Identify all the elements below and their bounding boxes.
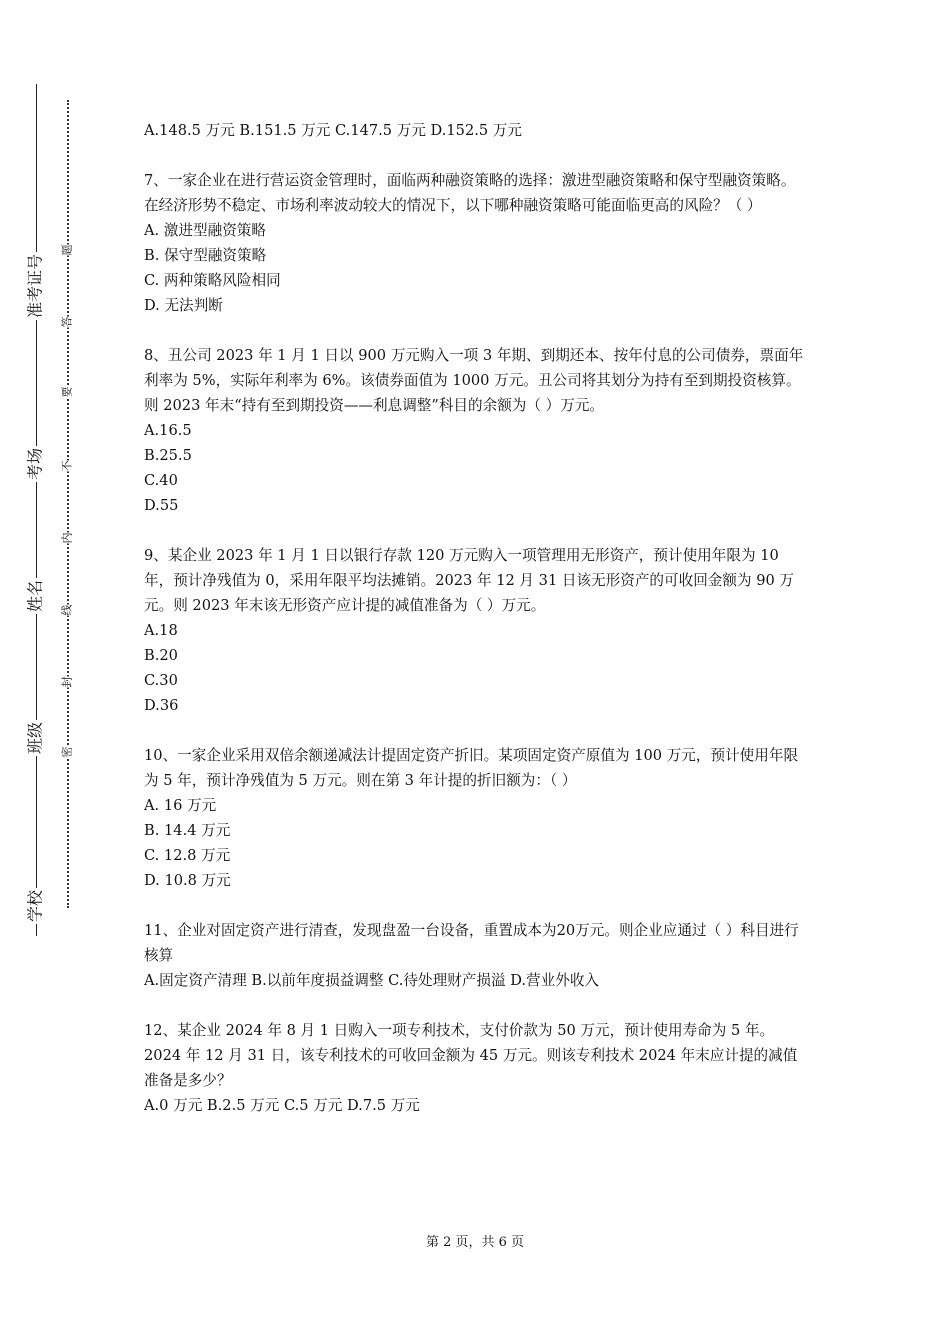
option-c: C.30 [144, 672, 178, 689]
option-c: C. 两种策略风险相同 [144, 272, 281, 289]
seal-char: 封 [60, 676, 74, 688]
seal-char: 要 [60, 386, 74, 398]
option-b: B. 14.4 万元 [144, 822, 231, 839]
question-6-options [144, 118, 809, 143]
option-d: D. 10.8 万元 [144, 872, 231, 889]
question-8 [144, 343, 809, 518]
question-10 [144, 743, 809, 893]
question-12 [144, 1018, 809, 1118]
option-d: D.55 [144, 497, 179, 514]
options-line: A.固定资产清理 B.以前年度损益调整 C.待处理财产损溢 D.营业外收入 [144, 972, 600, 989]
label-name: 姓名 [23, 578, 46, 614]
label-class: 班级 [23, 720, 46, 756]
label-exam-room: 考场 [23, 446, 46, 482]
margin-dotted-line [67, 100, 69, 908]
seal-char: 内 [60, 532, 74, 544]
seal-char: 不 [60, 460, 74, 472]
question-text: 10、一家企业采用双倍余额递减法计提固定资产折旧。某项固定资产原值为 100 万元，预计使用年限为 5 年，预计净残值为 5 万元。则在第 3 年计提的折旧额为：（ ） [144, 747, 799, 789]
option-d: D. 无法判断 [144, 297, 223, 314]
question-7 [144, 168, 809, 318]
question-text: 12、某企业 2024 年 8 月 1 日购入一项专利技术，支付价款为 50 万元，预计使用寿命为 5 年。2024 年 12 月 31 日，该专利技术的可收回金额为 45 万元。则该专利技术 2024 年末应计提的减值准备是多少？ [144, 1022, 798, 1089]
option-a: A.18 [144, 622, 178, 639]
option-c: C. 12.8 万元 [144, 847, 231, 864]
question-9 [144, 543, 809, 718]
exam-content [144, 118, 809, 1143]
option-b: B.25.5 [144, 447, 192, 464]
question-text: 7、一家企业在进行营运资金管理时，面临两种融资策略的选择：激进型融资策略和保守型融资策略。在经济形势不稳定、市场利率波动较大的情况下，以下哪种融资策略可能面临更高的风险？（ ） [144, 172, 796, 214]
margin-solid-line [36, 84, 37, 936]
page-number: 第 2 页，共 6 页 [425, 1235, 525, 1250]
question-text: 11、企业对固定资产进行清查，发现盘盈一台设备，重置成本为20万元。则企业应通过（ ）科目进行核算 [144, 922, 799, 964]
question-text: 8、丑公司 2023 年 1 月 1 日以 900 万元购入一项 3 年期、到期还本、按年付息的公司债券，票面年利率为 5%，实际年利率为 6%。该债券面值为 1000 万元。丑公司将其划分为持有至到期投资核算。则 2023 年末“持有至到期投资——利息调整”科目的余额为（ ）万元。 [144, 347, 804, 414]
option-a: A. 16 万元 [144, 797, 217, 814]
options-line: A.148.5 万元 B.151.5 万元 C.147.5 万元 D.152.5 万元 [144, 122, 522, 139]
page-footer [0, 1231, 950, 1250]
option-d: D.36 [144, 697, 179, 714]
seal-char: 密 [60, 746, 74, 758]
option-c: C.40 [144, 472, 178, 489]
seal-char: 答 [60, 316, 74, 328]
option-a: A. 激进型融资策略 [144, 222, 266, 239]
question-text: 9、某企业 2023 年 1 月 1 日以银行存款 120 万元购入一项管理用无形资产，预计使用年限为 10 年，预计净残值为 0，采用年限平均法摊销。2023 年 12 月 31 日该无形资产的可收回金额为 90 万元。则 2023 年末该无形资产应计提的减值准备为（ ）万元。 [144, 547, 795, 614]
option-a: A.16.5 [144, 422, 192, 439]
label-school: 学校 [23, 888, 46, 924]
options-line: A.0 万元 B.2.5 万元 C.5 万元 D.7.5 万元 [144, 1097, 420, 1114]
question-11 [144, 918, 809, 993]
label-exam-number: 准考证号 [23, 252, 46, 320]
option-b: B. 保守型融资策略 [144, 247, 267, 264]
seal-char: 题 [60, 244, 74, 256]
option-b: B.20 [144, 647, 178, 664]
seal-char: 线 [60, 604, 74, 616]
